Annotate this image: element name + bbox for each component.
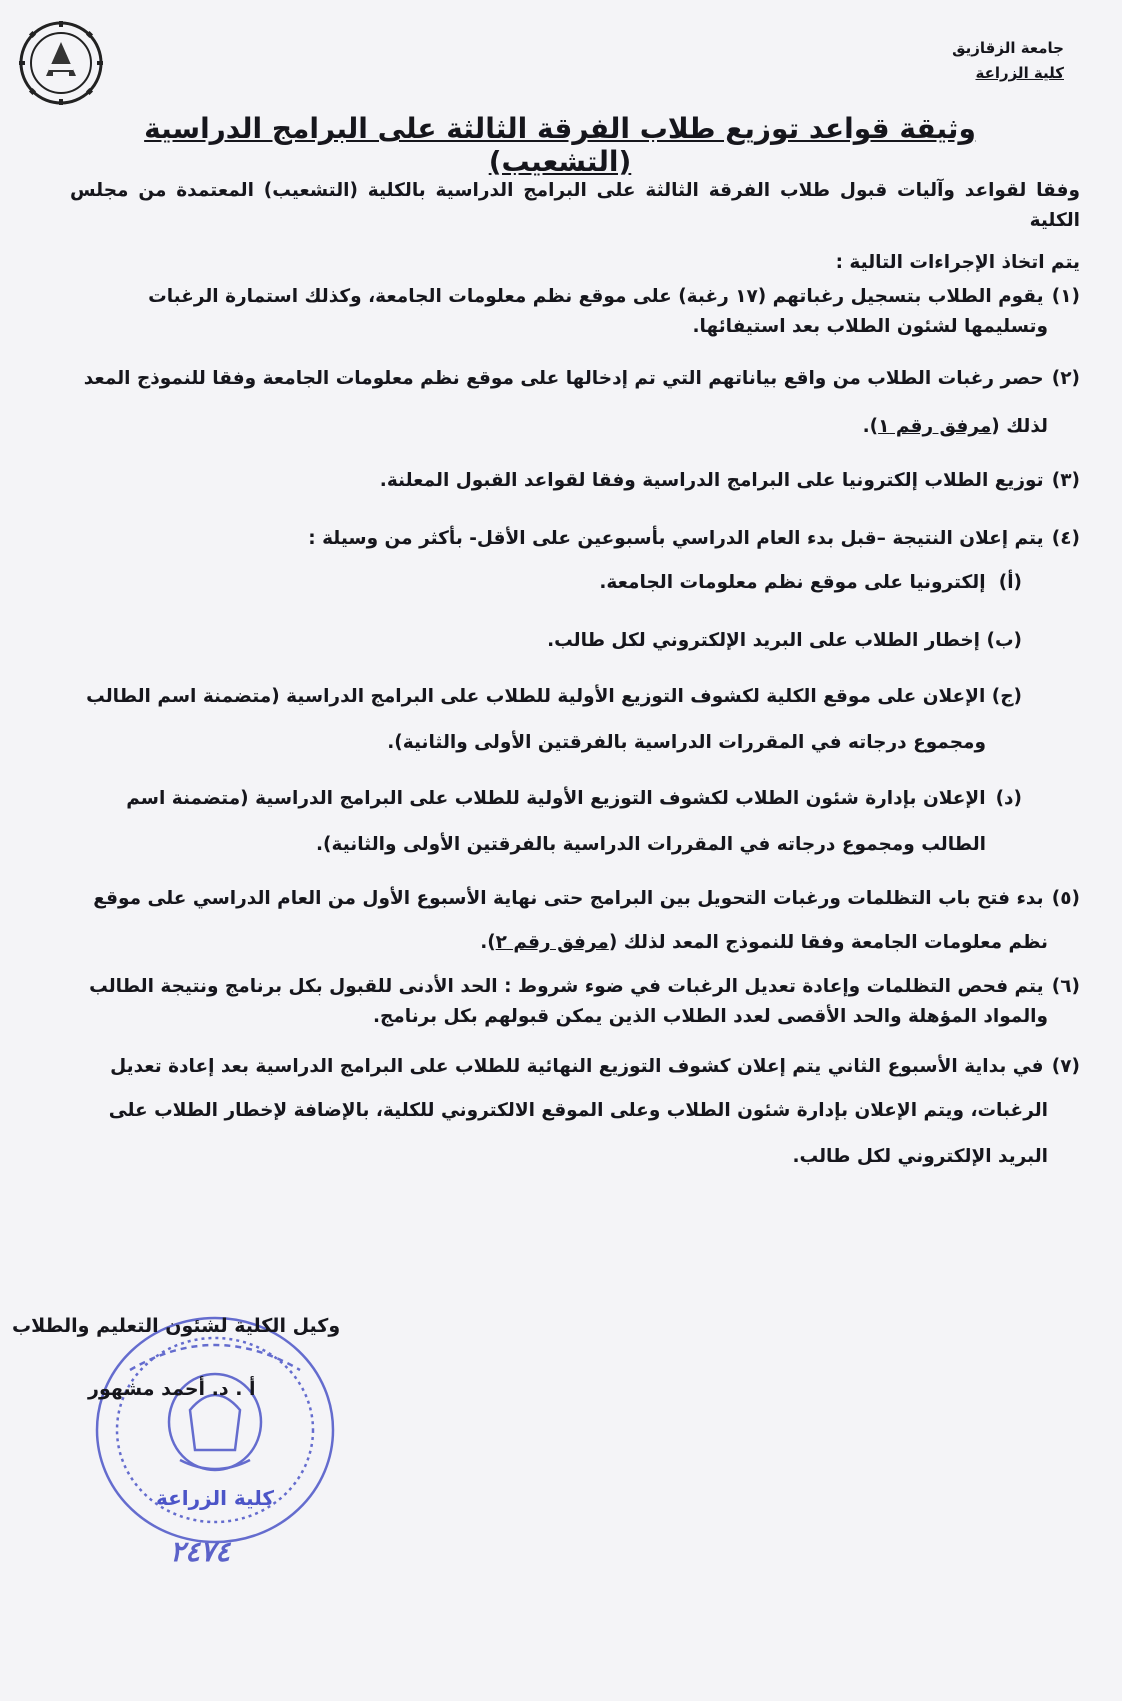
sub-item [70, 784, 1080, 860]
item-continuation: البريد الإلكتروني لكل طالب. [792, 1146, 1048, 1167]
official-stamp-icon [70, 1300, 360, 1560]
list-item [70, 972, 1080, 1032]
list-item [70, 884, 1080, 958]
faculty-name: كلية الزراعة [975, 64, 1064, 82]
sub-item [70, 568, 1080, 598]
item-continuation: والمواد المؤهلة والحد الأقصى لعدد الطلاب الذين يمكن قبولهم بكل برنامج. [372, 1006, 1048, 1027]
item-number: (٤) [1051, 528, 1080, 549]
item-continuation-prefix: نظم معلومات الجامعة وفقا للنموذج المعد لذلك ( [608, 932, 1048, 953]
sub-item-number: (أ) [998, 572, 1022, 593]
sub-item-text: الإعلان بإدارة شئون الطلاب لكشوف التوزيع الأولية للطلاب على البرامج الدراسية (متضمنة اسم [126, 788, 986, 809]
institution-header [952, 36, 1064, 86]
sub-item-text: إلكترونيا على موقع نظم معلومات الجامعة. [599, 572, 986, 593]
item-number: (٣) [1051, 470, 1080, 491]
sub-item-continuation: الطالب ومجموع درجاته في المقررات الدراسية بالفرقتين الأولى والثانية). [316, 834, 986, 855]
stamp-number: ٢٤٧٤ [170, 1535, 231, 1568]
sub-item-text: إخطار الطلاب على البريد الإلكتروني لكل طالب. [547, 630, 981, 651]
sub-item-continuation: ومجموع درجاته في المقررات الدراسية بالفرقتين الأولى والثانية). [387, 732, 986, 753]
item-continuation-suffix: ). [862, 416, 879, 437]
signature-name: أ . د. أحمد مشهور [88, 1378, 256, 1400]
item-continuation [70, 928, 1080, 958]
stamp-text: كلية الزراعة [155, 1486, 275, 1510]
item-continuation-suffix: ). [480, 932, 496, 953]
item-number: (٢) [1051, 368, 1080, 389]
sub-item-number: (ج) [991, 686, 1022, 707]
list-item [70, 524, 1080, 554]
sub-item-number: (ب) [986, 630, 1022, 651]
signature-role: وكيل الكلية لشئون التعليم والطلاب [12, 1315, 341, 1337]
item-number: (٥) [1051, 888, 1080, 909]
list-item [70, 466, 1080, 496]
sub-item [70, 682, 1080, 758]
item-text: يتم إعلان النتيجة –قبل بدء العام الدراسي بأسبوعين على الأقل- بأكثر من وسيلة : [308, 528, 1044, 549]
list-item [70, 282, 1080, 342]
document-title: وثيقة قواعد توزيع طلاب الفرقة الثالثة على البرامج الدراسية (التشعيب) [144, 112, 976, 178]
list-item [70, 1052, 1080, 1172]
document-body [70, 168, 1080, 1172]
item-text: يتم فحص التظلمات وإعادة تعديل الرغبات في ضوء شروط : الحد الأدنى للقبول بكل برنامج ونتيجة الطالب [89, 976, 1044, 997]
attachment-reference: مرفق رقم ٢ [495, 932, 609, 953]
item-number: (٦) [1051, 976, 1080, 997]
intro-line-2: يتم اتخاذ الإجراءات التالية : [835, 252, 1080, 273]
item-number: (٧) [1051, 1056, 1080, 1077]
university-name: جامعة الزقازيق [952, 39, 1064, 57]
item-text: بدء فتح باب التظلمات ورغبات التحويل بين البرامج حتى نهاية الأسبوع الأول من العام الدراسي على موقع [93, 888, 1044, 909]
item-text: حصر رغبات الطلاب من واقع بياناتهم التي تم إدخالها على موقع نظم معلومات الجامعة وفقا للنموذج المعد [83, 368, 1044, 389]
item-number: (١) [1051, 286, 1080, 307]
item-continuation [70, 412, 1080, 442]
item-text: يقوم الطلاب بتسجيل رغباتهم (١٧ رغبة) على موقع نظم معلومات الجامعة، وكذلك استمارة الرغبات [148, 286, 1044, 307]
list-item [70, 364, 1080, 442]
attachment-reference: مرفق رقم ١ [878, 416, 992, 437]
item-continuation-prefix: لذلك ( [991, 416, 1048, 437]
item-text: في بداية الأسبوع الثاني يتم إعلان كشوف التوزيع النهائية للطلاب على البرامج الدراسية بعد إعادة تعديل [110, 1056, 1044, 1077]
item-text: توزيع الطلاب إلكترونيا على البرامج الدراسية وفقا لقواعد القبول المعلنة. [379, 470, 1044, 491]
sub-item-text: الإعلان على موقع الكلية لكشوف التوزيع الأولية للطلاب على البرامج الدراسية (متضمنة اسم الطالب [86, 686, 986, 707]
item-continuation: الرغبات، ويتم الإعلان بإدارة شئون الطلاب وعلى الموقع الالكتروني للكلية، بالإضافة لإخطار الطلاب على [108, 1100, 1048, 1121]
item-continuation: وتسليمها لشئون الطلاب بعد استيفائها. [692, 316, 1048, 337]
sub-item [70, 626, 1080, 656]
sub-item-number: (د) [995, 788, 1022, 809]
faculty-seal-icon [18, 20, 104, 106]
intro-line-1: وفقا لقواعد وآليات قبول طلاب الفرقة الثالثة على البرامج الدراسية بالكلية (التشعيب) المعتمدة من مجلس الكلية [70, 180, 1080, 231]
